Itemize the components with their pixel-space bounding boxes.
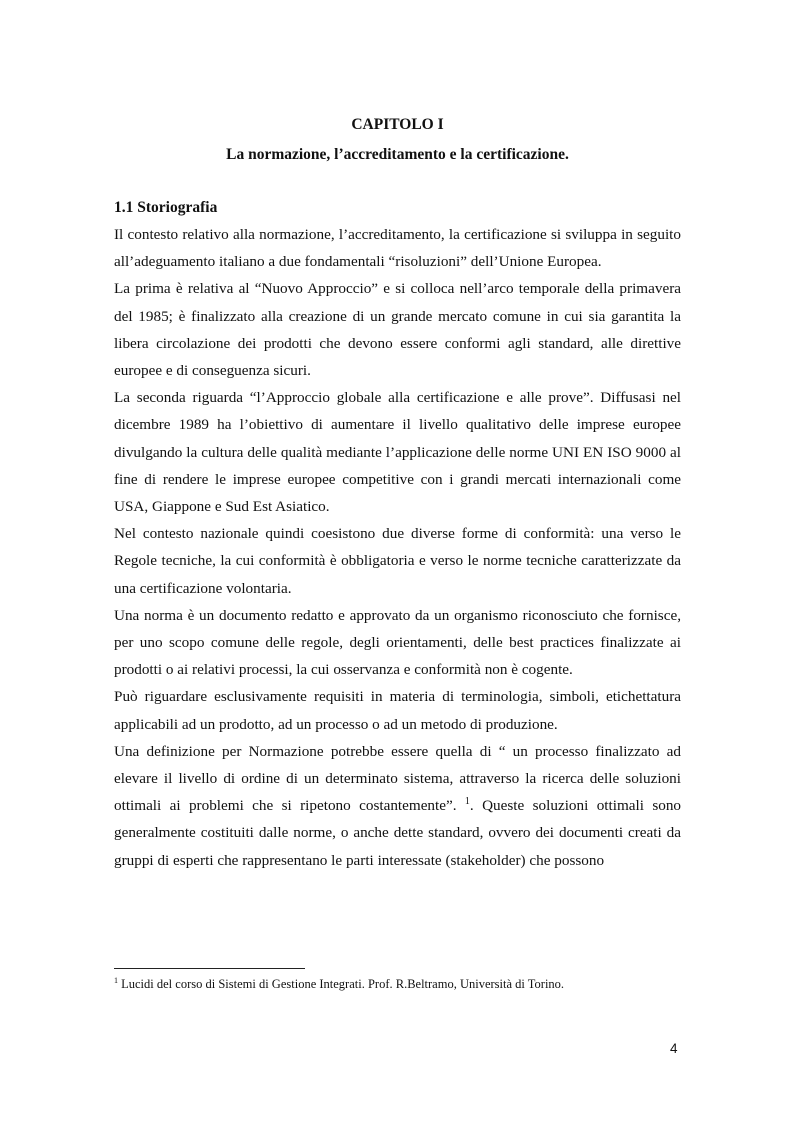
paragraph: La prima è relativa al “Nuovo Approccio” e si colloca nell’arco temporale della primavera del 1985; è finalizzato alla creazione di un grande mercato comune in cui sia garantita la libera circolazione dei prodotti che devono essere conformi agli standard, alle direttive europee e di conseguenza sicuri.	[114, 280, 681, 380]
footnote-separator	[114, 968, 305, 969]
page-number: 4	[670, 1041, 678, 1056]
section-title: 1.1 Storiografia	[114, 199, 218, 216]
paragraph-text-continued: . Queste soluzioni ottimali sono generalmente costituiti dalle norme, o anche dette standard, ovvero dei documenti creati da gruppi di esperti che rappresentano le parti interessate (stakeholder) che possono	[114, 797, 682, 869]
chapter-subtitle: La normazione, l’accreditamento e la certificazione.	[226, 146, 569, 163]
footnote	[114, 976, 714, 992]
footnote-text: Lucidi del corso di Sistemi di Gestione Integrati. Prof. R.Beltramo, Università di Torino.	[118, 977, 565, 992]
paragraph: Nel contesto nazionale quindi coesistono due diverse forme di conformità: una verso le Regole tecniche, la cui conformità è obbligatoria e verso le norme tecniche caratterizzate da una certificazione volontaria.	[114, 525, 681, 597]
paragraph: Il contesto relativo alla normazione, l’accreditamento, la certificazione si sviluppa in seguito all’adeguamento italiano a due fondamentali “risoluzioni” dell’Unione Europea.	[114, 226, 681, 271]
footnote-reference: 1	[464, 796, 470, 808]
paragraph: Una norma è un documento redatto e approvato da un organismo riconosciuto che fornisce, per uno scopo comune delle regole, degli orientamenti, delle best practices finalizzate ai prodotti o ai relativi processi, la cui osservanza e conformità non è cogente.	[114, 606, 681, 679]
paragraph-text: Una definizione per Normazione potrebbe essere quella di “ un processo finalizzato ad elevare il livello di ordine di un determinato sistema, attraverso la ricerca delle soluzioni ottimali ai problemi che si ripetono costantemente”.	[114, 742, 681, 815]
chapter-heading: CAPITOLO I	[351, 116, 444, 133]
paragraph: La seconda riguarda “l’Approccio globale alla certificazione e alle prove”. Diffusasi nel dicembre 1989 ha l’obiettivo di aumentare il livello qualitativo delle imprese europee divulgando la cultura delle qualità mediante l’applicazione delle norme UNI EN ISO 9000 al fine di rendere le imprese europee competitive con i grandi mercati internazionali come USA, Giappone e Sud Est Asiatico.	[114, 389, 681, 516]
paragraph: Può riguardare esclusivamente requisiti in materia di terminologia, simboli, etichettatura applicabili ad un prodotto, ad un processo o ad un metodo di produzione.	[114, 688, 681, 733]
paragraph-with-footnote-ref	[114, 738, 681, 874]
footnote-marker: 1	[114, 976, 118, 985]
body-text	[114, 221, 681, 874]
